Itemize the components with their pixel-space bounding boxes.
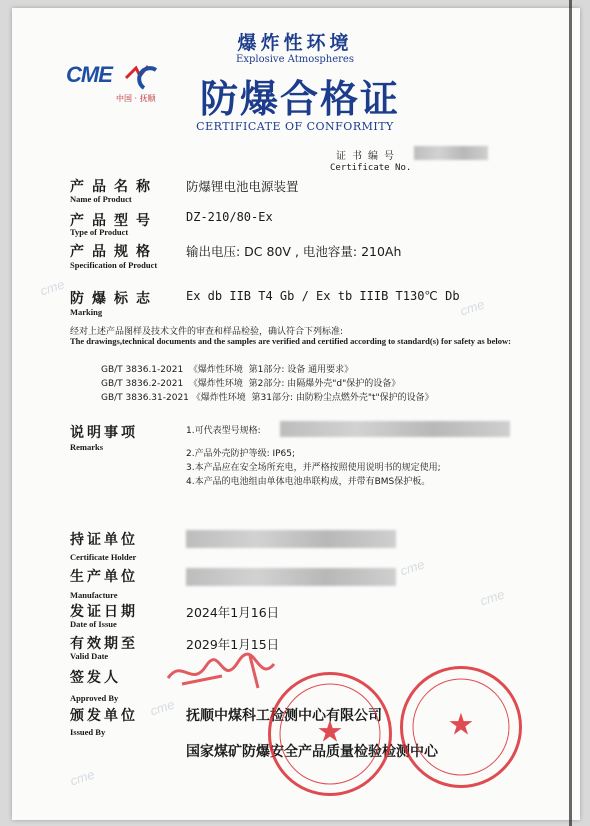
issue-date-label-en: Date of Issue <box>70 619 117 629</box>
remarks-label-en: Remarks <box>70 442 104 452</box>
issue-date-value: 2024年1月16日 <box>186 605 280 620</box>
certificate-title-en: CERTIFICATE OF CONFORMITY <box>196 120 394 133</box>
valid-date-label: 有效期至 <box>70 636 138 652</box>
seal-star-icon: ★ <box>447 707 475 743</box>
logo-subtitle: 中国 · 抚顺 <box>116 94 156 103</box>
certificate-title: 防爆合格证 <box>199 77 400 121</box>
holder-label: 持证单位 <box>70 532 138 548</box>
issuer-name-2: 国家煤矿防爆安全产品质量检验检测中心 <box>186 744 438 760</box>
statement-en: The drawings,technical documents and the samples are verified and certified according to standard(s) for safety as below: <box>70 336 511 346</box>
watermark: cme <box>148 696 177 719</box>
title-cn: 爆炸性环境 <box>237 32 353 54</box>
product-name-label: 产品名称 <box>70 179 158 195</box>
seal-star-icon: ★ <box>316 714 344 750</box>
watermark: cme <box>458 296 487 319</box>
product-type-value: DZ-210/80-Ex <box>186 210 273 224</box>
issued-by-label: 颁发单位 <box>70 708 138 724</box>
redacted-holder <box>186 530 396 548</box>
watermark: cme <box>38 276 67 299</box>
cert-number-label-en: Certificate No. <box>330 163 412 173</box>
remark-item: 3.本产品应在安全场所充电，并严格按照使用说明书的规定使用; <box>186 463 441 473</box>
watermark: cme <box>398 556 427 579</box>
standard-item: GB/T 3836.2-2021 《爆炸性环境 第2部分: 由隔爆外壳"d"保护的设备》 <box>101 379 401 389</box>
remark-item: 4.本产品的电池组由单体电池串联构成，并带有BMS保护板。 <box>186 477 431 487</box>
title-en: Explosive Atmospheres <box>236 54 354 65</box>
standard-item: GB/T 3836.31-2021 《爆炸性环境 第31部分: 由防粉尘点燃外壳"t"保护的设备》 <box>101 393 434 403</box>
watermark: cme <box>68 766 97 789</box>
redacted-cert-number <box>414 146 488 160</box>
cme-logo <box>58 60 168 110</box>
logo-text: CME <box>66 62 112 87</box>
product-name-label-en: Name of Product <box>70 194 132 204</box>
product-type-label-en: Type of Product <box>70 227 129 237</box>
product-spec-label: 产品规格 <box>70 244 158 260</box>
valid-date-label-en: Valid Date <box>70 651 109 661</box>
logo-emblem-icon <box>122 62 162 92</box>
product-type-label: 产品型号 <box>70 213 158 229</box>
product-spec-value: 输出电压: DC 80V , 电池容量: 210Ah <box>186 244 402 259</box>
remark-item: 1.可代表型号规格: <box>186 426 261 436</box>
redacted-manufacturer <box>186 568 396 586</box>
statement-cn: 经对上述产品图样及技术文件的审查和样品检验，确认符合下列标准: <box>70 327 344 337</box>
marking-label-en: Marking <box>70 307 103 317</box>
approved-by-label: 签发人 <box>70 670 121 686</box>
remark-item: 2.产品外壳防护等级: IP65; <box>186 449 296 459</box>
approved-by-label-en: Approved By <box>70 693 119 703</box>
cert-number-label: 证书编号 <box>336 151 400 162</box>
marking-label: 防爆标志 <box>70 291 158 307</box>
issuer-name-1: 抚顺中煤科工检测中心有限公司 <box>186 708 382 724</box>
valid-date-value: 2029年1月15日 <box>186 637 280 652</box>
holder-label-en: Certificate Holder <box>70 552 137 562</box>
issue-date-label: 发证日期 <box>70 604 138 620</box>
manufacturer-label: 生产单位 <box>70 569 138 585</box>
issued-by-label-en: Issued By <box>70 727 106 737</box>
remarks-label: 说明事项 <box>70 425 138 441</box>
redacted-models <box>280 421 510 437</box>
official-seal-icon <box>400 666 522 788</box>
standard-item: GB/T 3836.1-2021 《爆炸性环境 第1部分: 设备 通用要求》 <box>101 365 354 375</box>
marking-value: Ex db IIB T4 Gb / Ex tb IIIB T130℃ Db <box>186 289 460 303</box>
product-spec-label-en: Specification of Product <box>70 260 158 270</box>
product-name-value: 防爆锂电池电源装置 <box>186 179 299 194</box>
manufacturer-label-en: Manufacture <box>70 590 118 600</box>
official-seal-icon <box>268 672 392 796</box>
watermark: cme <box>478 586 507 609</box>
